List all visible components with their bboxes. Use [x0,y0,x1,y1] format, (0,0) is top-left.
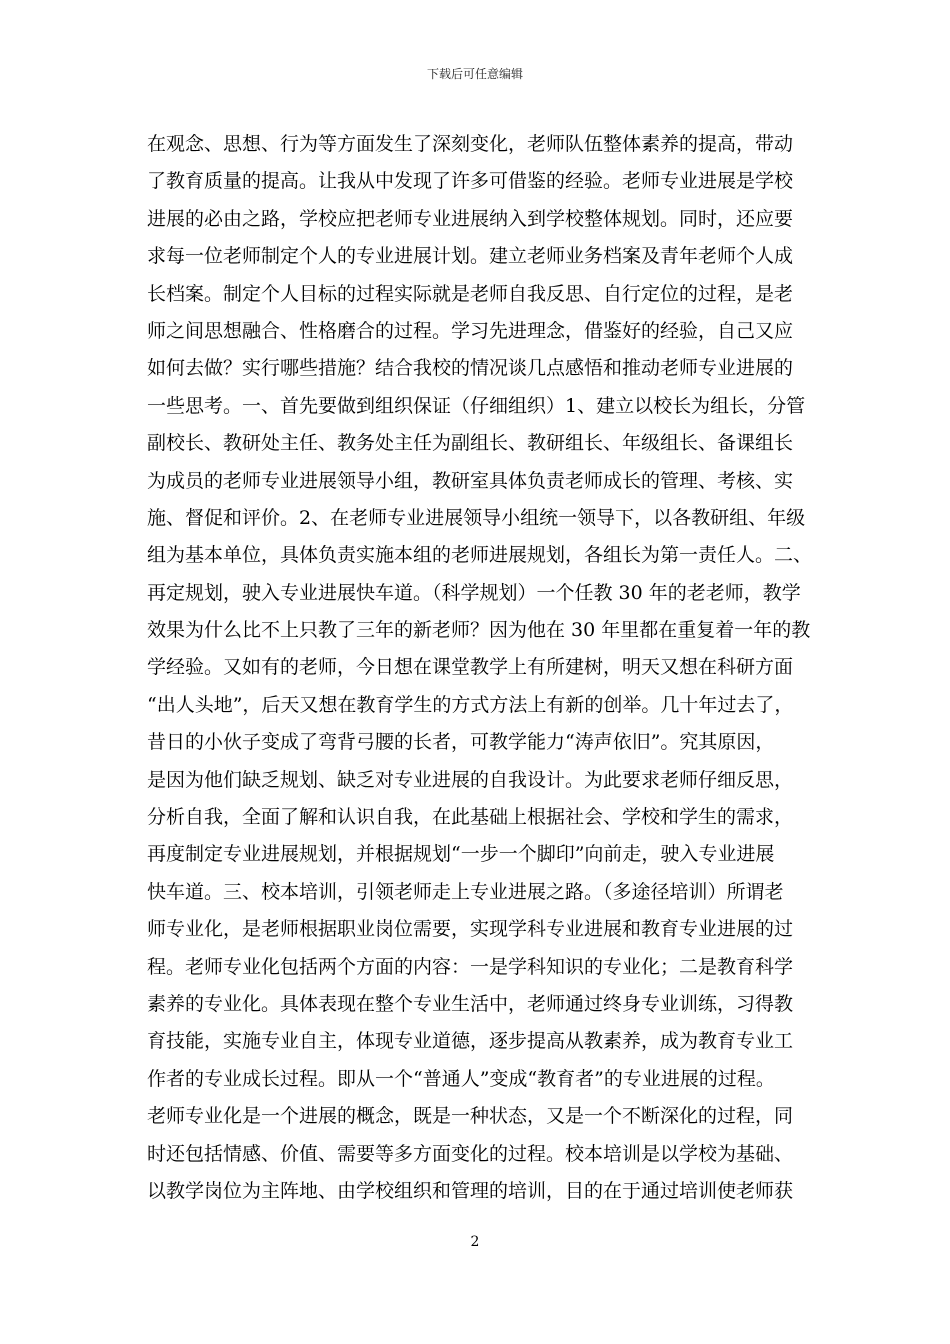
text-line: 师专业化，是老师根据职业岗位需要，实现学科专业进展和教育专业进展的过 [147,918,794,941]
text-line: 育技能，实施专业自主，体现专业道德，逐步提高从教素养，成为教育专业工 [147,1030,794,1053]
text-line: 施、督促和评价。2、在老师专业进展领导小组统一领导下，以各教研组、年级 [147,506,806,529]
text-line: 昔日的小伙子变成了弯背弓腰的长者，可教学能力“涛声依旧”。究其原因， [147,731,775,754]
text-line: 师之间思想融合、性格磨合的过程。学习先进理念，借鉴好的经验，自己又应 [147,319,794,342]
text-line: 作者的专业成长过程。即从一个“普通人”变成“教育者”的专业进展的过程。 [147,1067,775,1090]
text-line: 素养的专业化。具体表现在整个专业生活中，老师通过终身专业训练，习得教 [147,992,794,1015]
body-text [147,126,813,1210]
text-line: 了教育质量的提高。让我从中发现了许多可借鉴的经验。老师专业进展是学校 [147,170,794,193]
page-header: 下载后可任意编辑 [426,67,523,81]
text-line: “出人头地”，后天又想在教育学生的方式方法上有新的创举。几十年过去了， [147,693,794,716]
text-line: 在观念、思想、行为等方面发生了深刻变化，老师队伍整体素养的提高，带动 [147,133,794,155]
text-line: 快车道。三、校本培训，引领老师走上专业进展之路。（多途径培训）所谓老 [147,880,784,903]
text-line: 进展的必由之路，学校应把老师专业进展纳入到学校整体规划。同时，还应要 [147,207,794,230]
text-line: 长档案。制定个人目标的过程实际就是老师自我反思、自行定位的过程，是老 [147,282,794,305]
text-line: 如何去做？实行哪些措施？结合我校的情况谈几点感悟和推动老师专业进展的 [147,357,794,380]
text-line: 学经验。又如有的老师，今日想在课堂教学上有所建树，明天又想在科研方面 [147,656,794,679]
text-line: 组为基本单位，具体负责实施本组的老师进展规划，各组长为第一责任人。二、 [147,544,813,567]
text-line: 再度制定专业进展规划，并根据规划“一步一个脚印”向前走，驶入专业进展 [147,843,775,866]
text-line: 效果为什么比不上只教了三年的新老师？因为他在 30 年里都在重复着一年的教 [147,619,811,642]
text-line: 再定规划，驶入专业进展快车道。（科学规划）一个任教 30 年的老老师，教学 [147,581,801,604]
text-line: 以教学岗位为主阵地、由学校组织和管理的培训，目的在于通过培训使老师获 [147,1179,794,1202]
text-line: 老师专业化是一个进展的概念，既是一种状态，又是一个不断深化的过程，同 [147,1105,794,1128]
text-line: 时还包括情感、价值、需要等多方面变化的过程。校本培训是以学校为基础、 [147,1142,794,1165]
text-line: 一些思考。一、首先要做到组织保证（仔细组织）1、建立以校长为组长，分管 [147,394,806,417]
text-line: 为成员的老师专业进展领导小组，教研室具体负责老师成长的管理、考核、实 [147,469,794,492]
text-line: 求每一位老师制定个人的专业进展计划。建立老师业务档案及青年老师个人成 [147,245,794,268]
text-line: 副校长、教研处主任、教务处主任为副组长、教研组长、年级组长、备课组长 [147,432,794,455]
text-line: 分析自我，全面了解和认识自我，在此基础上根据社会、学校和学生的需求， [147,806,794,829]
page-number: 2 [470,1234,480,1250]
text-line: 程。老师专业化包括两个方面的内容：一是学科知识的专业化；二是教育科学 [147,955,794,978]
text-line: 是因为他们缺乏规划、缺乏对专业进展的自我设计。为此要求老师仔细反思， [147,768,794,791]
